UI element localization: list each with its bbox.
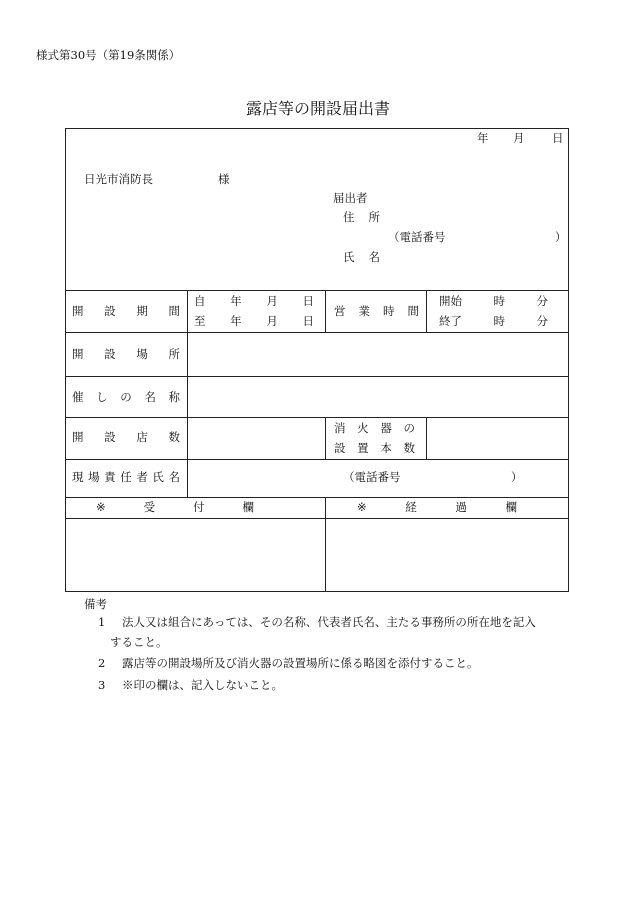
form-title: 露店等の開設届出書	[246, 99, 391, 118]
applicant-address-label: 住 所	[343, 210, 380, 224]
rule	[65, 290, 569, 291]
form-number: 様式第30号（第19条関係）	[36, 48, 181, 62]
period-from: 自 年 月 日	[194, 294, 314, 308]
applicant-phone-open: （電話番号	[388, 230, 446, 244]
rule	[65, 518, 569, 519]
note-1-continuation: すること。	[110, 635, 168, 649]
date-year: 年	[477, 131, 489, 145]
note-3-text: ※印の欄は、記入しないこと。	[122, 678, 283, 692]
rule	[65, 417, 569, 418]
applicant-heading: 届出者	[333, 191, 368, 205]
note-1-text: 法人又は組合にあっては、その名称、代表者氏名、主たる事務所の所在地を記入	[122, 615, 536, 629]
rule	[426, 417, 427, 460]
rule	[65, 332, 569, 333]
note-3-number: 3	[98, 678, 106, 692]
reception-column-header: ※ 受 付 欄	[96, 500, 254, 514]
extinguisher-label-line1: 消 火 器 の	[334, 421, 415, 435]
rule	[65, 376, 569, 377]
extinguisher-label-line2: 設 置 本 数	[334, 441, 415, 455]
location-label: 開 設 場 所	[72, 347, 180, 361]
event-name-label: 催 し の 名 称	[72, 390, 180, 404]
notes-heading: 備考	[84, 597, 107, 611]
note-1-number: 1	[98, 615, 106, 629]
date-month: 月	[513, 131, 525, 145]
progress-column-header: ※ 経 過 欄	[357, 500, 517, 514]
note-2-number: 2	[98, 656, 106, 670]
business-hours-start: 開始 時 分	[439, 294, 548, 308]
rule	[187, 290, 188, 498]
stall-count-label: 開 設 店 数	[72, 430, 180, 444]
addressee-honorific: 様	[218, 172, 230, 186]
rule	[65, 459, 569, 460]
date-day: 日	[552, 131, 564, 145]
rule	[325, 290, 326, 333]
business-hours-label: 営 業 時 間	[334, 304, 419, 318]
rule	[426, 290, 427, 333]
rule	[325, 417, 326, 460]
manager-phone-close: ）	[511, 470, 523, 484]
period-label: 開 設 期 間	[72, 304, 180, 318]
manager-phone-open: （電話番号	[343, 470, 401, 484]
addressee-name: 日光市消防長	[84, 172, 153, 186]
applicant-phone-close: ）	[555, 230, 567, 244]
rule	[325, 497, 326, 592]
business-hours-end: 終了 時 分	[439, 314, 548, 328]
manager-label: 現 場 責 任 者 氏 名	[72, 470, 180, 484]
note-2-text: 露店等の開設場所及び消火器の設置場所に係る略図を添付すること。	[122, 656, 479, 670]
rule	[65, 497, 569, 498]
applicant-name-label: 氏 名	[343, 250, 380, 264]
period-to: 至 年 月 日	[194, 314, 314, 328]
